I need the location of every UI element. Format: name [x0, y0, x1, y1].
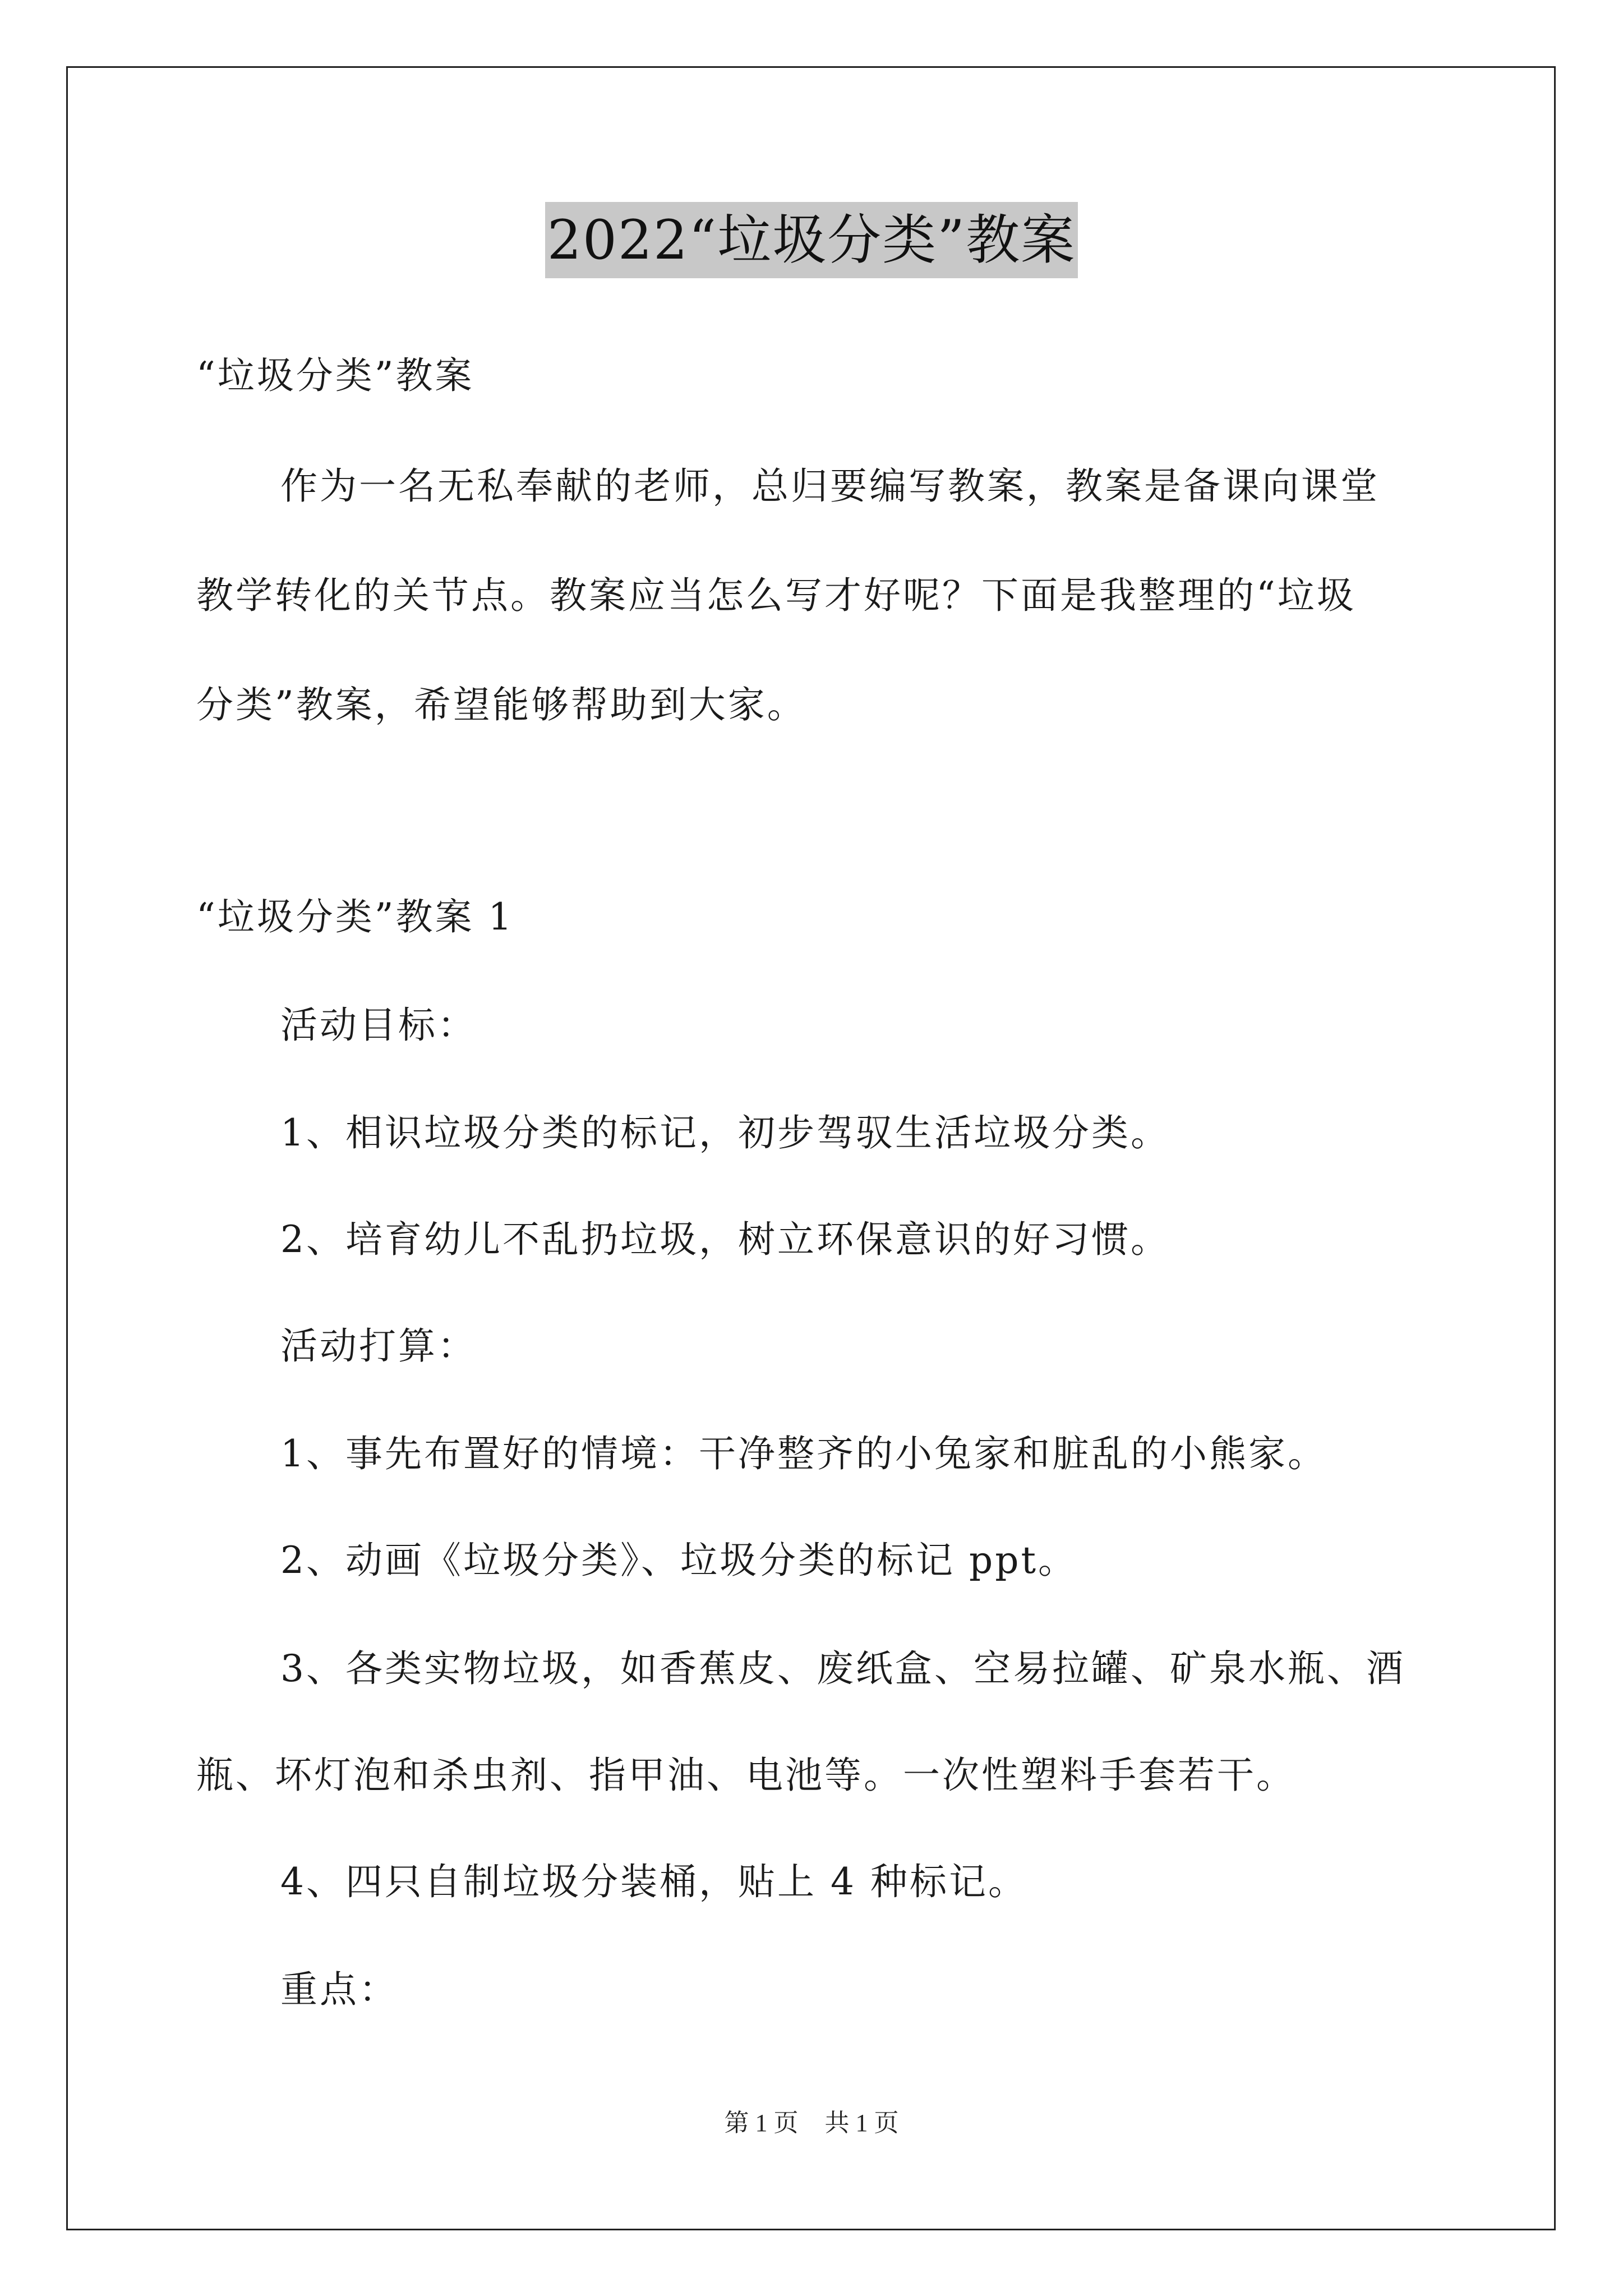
page-number: 第 1 页 — [724, 2109, 799, 2137]
body-line-9: 4、四只自制垃圾分装桶，贴上 4 种标记。 — [280, 1860, 1027, 1903]
page-footer — [0, 2106, 1623, 2140]
body-line-10: 重点： — [280, 1968, 398, 2011]
document-subtitle: “垃圾分类”教案 — [196, 354, 474, 397]
document-title: 2022“垃圾分类”教案 — [545, 202, 1078, 278]
body-line-7: 3、各类实物垃圾，如香蕉皮、废纸盒、空易拉罐、矿泉水瓶、酒 — [280, 1647, 1405, 1690]
page-total: 共 1 页 — [824, 2109, 899, 2137]
body-line-8: 瓶、坏灯泡和杀虫剂、指甲油、电池等。一次性塑料手套若干。 — [196, 1754, 1295, 1797]
body-line-1: 活动目标： — [280, 1004, 477, 1047]
section-heading: “垃圾分类”教案 1 — [196, 895, 514, 938]
body-line-5: 1、事先布置好的情境：干净整齐的小兔家和脏乱的小熊家。 — [280, 1432, 1327, 1475]
body-line-6: 2、动画《垃圾分类》、垃圾分类的标记 ppt。 — [280, 1539, 1077, 1582]
title-container — [0, 202, 1623, 278]
intro-line-1: 作为一名无私奉献的老师，总归要编写教案，教案是备课向课堂 — [280, 464, 1380, 508]
body-line-3: 2、培育幼儿不乱扔垃圾，树立环保意识的好习惯。 — [280, 1218, 1170, 1261]
intro-line-3: 分类”教案，希望能够帮助到大家。 — [196, 683, 806, 726]
intro-line-2: 教学转化的关节点。教案应当怎么写才好呢？下面是我整理的“垃圾 — [196, 574, 1356, 617]
body-line-4: 活动打算： — [280, 1324, 477, 1368]
body-line-2: 1、相识垃圾分类的标记，初步驾驭生活垃圾分类。 — [280, 1111, 1170, 1154]
